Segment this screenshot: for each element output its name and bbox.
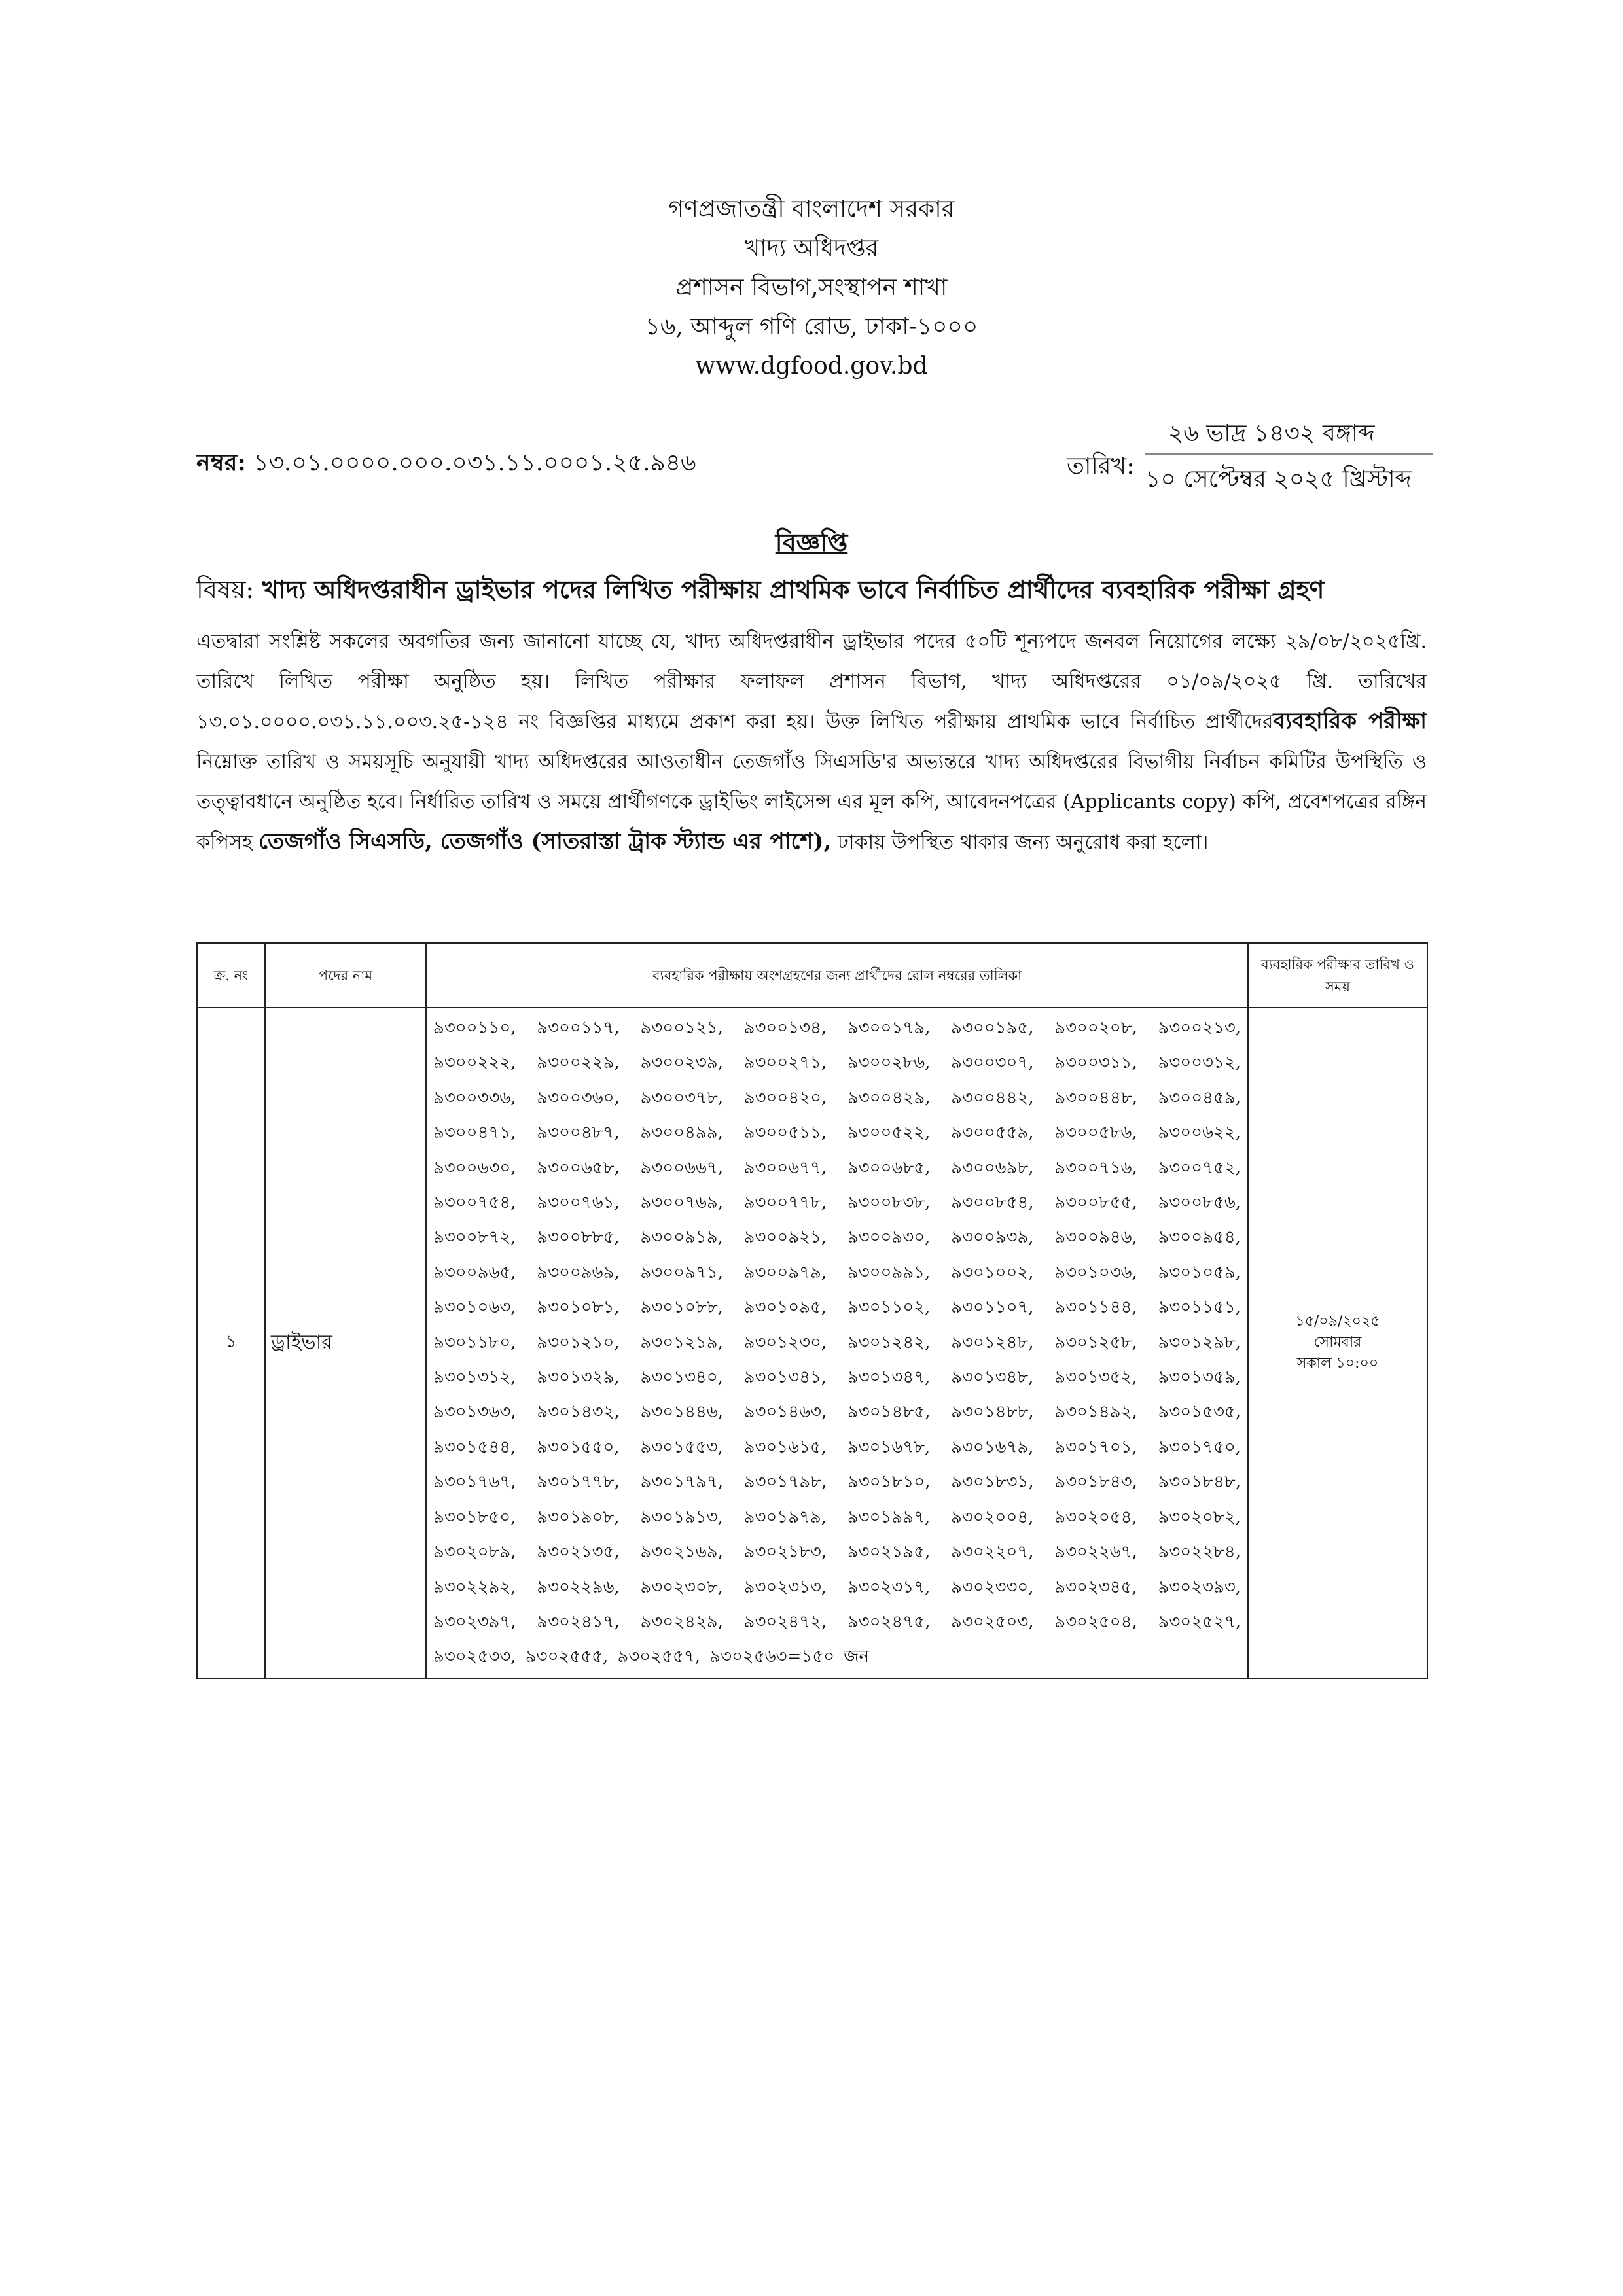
date-label: তারিখ: xyxy=(1067,453,1135,480)
header-rolls: ব্যবহারিক পরীক্ষায় অংশগ্রহণের জন্য প্রার্থীদের রোল নম্বরের তালিকা xyxy=(426,943,1248,1008)
cell-post: ড্রাইভার xyxy=(265,1008,426,1678)
cell-roll-list: ৯৩০০১১০, ৯৩০০১১৭, ৯৩০০১২১, ৯৩০০১৩৪, ৯৩০০১৭৯, ৯৩০০১৯৫, ৯৩০০২০৮, ৯৩০০২১৩, ৯৩০০২২২, ৯৩০০২২৯, ৯৩০০২৩৯, ৯৩০০২৭১, ৯৩০০২৮৬, ৯৩০০৩০৭, ৯৩০০৩১১, ৯৩০০৩১২, ৯৩০০৩৩৬, ৯৩০০৩৬০, ৯৩০০৩৭৮, ৯৩০০৪২০, ৯৩০০৪২৯, ৯৩০০৪৪২, ৯৩০০৪৪৮, ৯৩০০৪৫৯, ৯৩০০৪৭১, ৯৩০০৪৮৭, ৯৩০০৪৯৯, ৯৩০০৫১১, ৯৩০০৫২২, ৯৩০০৫৫৯, ৯৩০০৫৮৬, ৯৩০০৬২২, ৯৩০০৬৩০, ৯৩০০৬৫৮, ৯৩০০৬৬৭, ৯৩০০৬৭৭, ৯৩০০৬৮৫, ৯৩০০৬৯৮, ৯৩০০৭১৬, ৯৩০০৭৫২, ৯৩০০৭৫৪, ৯৩০০৭৬১, ৯৩০০৭৬৯, ৯৩০০৭৭৮, ৯৩০০৮৩৮, ৯৩০০৮৫৪, ৯৩০০৮৫৫, ৯৩০০৮৫৬, ৯৩০০৮৭২, ৯৩০০৮৮৫, ৯৩০০৯১৯, ৯৩০০৯২১, ৯৩০০৯৩০, ৯৩০০৯৩৯, ৯৩০০৯৪৬, ৯৩০০৯৫৪, ৯৩০০৯৬৫, ৯৩০০৯৬৯, ৯৩০০৯৭১, ৯৩০০৯৭৯, ৯৩০০৯৯১, ৯৩০১০০২, ৯৩০১০৩৬, ৯৩০১০৫৯, ৯৩০১০৬৩, ৯৩০১০৮১, ৯৩০১০৮৮, ৯৩০১০৯৫, ৯৩০১১০২, ৯৩০১১০৭, ৯৩০১১৪৪, ৯৩০১১৫১, ৯৩০১১৮০, ৯৩০১২১০, ৯৩০১২১৯, ৯৩০১২৩০, ৯৩০১২৪২, ৯৩০১২৪৮, ৯৩০১২৫৮, ৯৩০১২৯৮, ৯৩০১৩১২, ৯৩০১৩২৯, ৯৩০১৩৪০, ৯৩০১৩৪১, ৯৩০১৩৪৭, ৯৩০১৩৪৮, ৯৩০১৩৫২, ৯৩০১৩৫৯, ৯৩০১৩৬৩, ৯৩০১৪৩২, ৯৩০১৪৪৬, ৯৩০১৪৬৩, ৯৩০১৪৮৫, ৯৩০১৪৮৮, ৯৩০১৪৯২, ৯৩০১৫৩৫, ৯৩০১৫৪৪, ৯৩০১৫৫০, ৯৩০১৫৫৩, ৯৩০১৬১৫, ৯৩০১৬৭৮, ৯৩০১৬৭৯, ৯৩০১৭০১, ৯৩০১৭৫০, ৯৩০১৭৬৭, ৯৩০১৭৭৮, ৯৩০১৭৯৭, ৯৩০১৭৯৮, ৯৩০১৮১০, ৯৩০১৮৩১, ৯৩০১৮৪৩, ৯৩০১৮৪৮, ৯৩০১৮৫০, ৯৩০১৯০৮, ৯৩০১৯১৩, ৯৩০১৯৭৯, ৯৩০১৯৯৭, ৯৩০২০০৪, ৯৩০২০৫৪, ৯৩০২০৮২, ৯৩০২০৮৯, ৯৩০২১৩৫, ৯৩০২১৬৯, ৯৩০২১৮৩, ৯৩০২১৯৫, ৯৩০২২০৭, ৯৩০২২৬৭, ৯৩০২২৮৪, ৯৩০২২৯২, ৯৩০২২৯৬, ৯৩০২৩০৮, ৯৩০২৩১৩, ৯৩০২৩১৭, ৯৩০২৩৩০, ৯৩০২৩৪৫, ৯৩০২৩৯৩, ৯৩০২৩৯৭, ৯৩০২৪১৭, ৯৩০২৪২৯, ৯৩০২৪৭২, ৯৩০২৪৭৫, ৯৩০২৫০৩, ৯৩০২৫০৪, ৯৩০২৫২৭, ৯৩০২৫৩৩, ৯৩০২৫৫৫, ৯৩০২৫৫৭, ৯৩০২৫৬৩=১৫০ জন xyxy=(426,1008,1248,1678)
schedule-date: ১৫/০৯/২০২৫ xyxy=(1295,1313,1380,1330)
header-serial: ক্র. নং xyxy=(197,943,265,1008)
memo-label: নম্বর: xyxy=(196,449,246,476)
body-bold-venue: তেজগাঁও সিএসডি, তেজগাঁও (সাতরাস্তা ট্রাক স্ট্যান্ড এর পাশে), xyxy=(259,828,832,855)
notice-title: বিজ্ঞপ্তি xyxy=(775,527,848,557)
memo-number xyxy=(196,445,696,484)
body-part-2: নিম্নোক্ত তারিখ ও সময়সূচি অনুযায়ী খাদ্য অধিদপ্তরের আওতাধীন তেজগাঁও সিএসডি'র অভ্যন্তরে খাদ্য অধিদপ্তরের বিভাগীয় নির্বাচন কমিটির উপস্থিতি ও তত্ত্বাবধানে অনুষ্ঠিত হবে। নির্ধারিত তারিখ ও সময়ে প্রার্থীগণকে ড্রাইভিং লাইসেন্স এর মূল কপি, আবেদনপত্রের (Applicants copy) কপি, প্রবেশপত্রের রঙ্গিন কপিসহ xyxy=(196,751,1427,854)
header-division: প্রশাসন বিভাগ,সংস্থাপন শাখা xyxy=(675,274,948,301)
subject-line xyxy=(196,571,1440,612)
table-row xyxy=(197,1008,1427,1678)
date-divider xyxy=(1145,453,1433,455)
header-post: পদের নাম xyxy=(265,943,426,1008)
subject-text: খাদ্য অধিদপ্তরাধীন ড্রাইভার পদের লিখিত পরীক্ষায় প্রাথমিক ভাবে নির্বাচিত প্রার্থীদের ব্যবহারিক পরীক্ষা গ্রহণ xyxy=(262,574,1325,604)
office-header xyxy=(0,190,1623,386)
date-block xyxy=(1067,415,1433,501)
header-government: গণপ্রজাতন্ত্রী বাংলাদেশ সরকার xyxy=(668,196,955,222)
subject-label: বিষয়: xyxy=(196,575,255,604)
table-header-row xyxy=(197,943,1427,1008)
body-bold-practical-exam: ব্যবহারিক পরীক্ষা xyxy=(1273,708,1427,734)
header-department: খাদ্য অধিদপ্তর xyxy=(744,235,879,262)
header-schedule: ব্যবহারিক পরীক্ষার তারিখ ও সময় xyxy=(1248,943,1427,1008)
header-website[interactable]: www.dgfood.gov.bd xyxy=(695,353,928,380)
date-gregorian: ১০ সেপ্টেম্বর ২০২৫ খ্রিস্টাব্দ xyxy=(1145,466,1412,493)
roll-number-table xyxy=(196,942,1428,1679)
memo-value: ১৩.০১.০০০০.০০০.০৩১.১১.০০০১.২৫.৯৪৬ xyxy=(253,450,696,476)
schedule-time: সকাল ১০:০০ xyxy=(1296,1355,1379,1372)
header-address: ১৬, আব্দুল গণি রোড, ঢাকা-১০০০ xyxy=(645,313,978,340)
notice-body xyxy=(196,622,1427,862)
body-part-3: ঢাকায় উপস্থিত থাকার জন্য অনুরোধ করা হলো। xyxy=(831,831,1209,854)
cell-serial: ১ xyxy=(197,1008,265,1678)
body-part-1: এতদ্বারা সংশ্লিষ্ট সকলের অবগতির জন্য জানানো যাচ্ছে যে, খাদ্য অধিদপ্তরাধীন ড্রাইভার পদের ৫০টি শূন্যপদে জনবল নিয়োগের লক্ষ্যে ২৯/০৮/২০২৫খ্রি. তারিখে লিখিত পরীক্ষা অনুষ্ঠিত হয়। লিখিত পরীক্ষার ফলাফল প্রশাসন বিভাগ, খাদ্য অধিদপ্তরের ০১/০৯/২০২৫ খ্রি. তারিখের ১৩.০১.০০০০.০৩১.১১.০০৩.২৫-১২৪ নং বিজ্ঞপ্তির মাধ্যমে প্রকাশ করা হয়। উক্ত লিখিত পরীক্ষায় প্রাথমিক ভাবে নির্বাচিত প্রার্থীদের xyxy=(196,630,1427,733)
cell-schedule xyxy=(1248,1008,1427,1678)
date-bangla: ২৬ ভাদ্র ১৪৩২ বঙ্গাব্দ xyxy=(1168,420,1375,447)
schedule-day: সোমবার xyxy=(1313,1334,1362,1351)
